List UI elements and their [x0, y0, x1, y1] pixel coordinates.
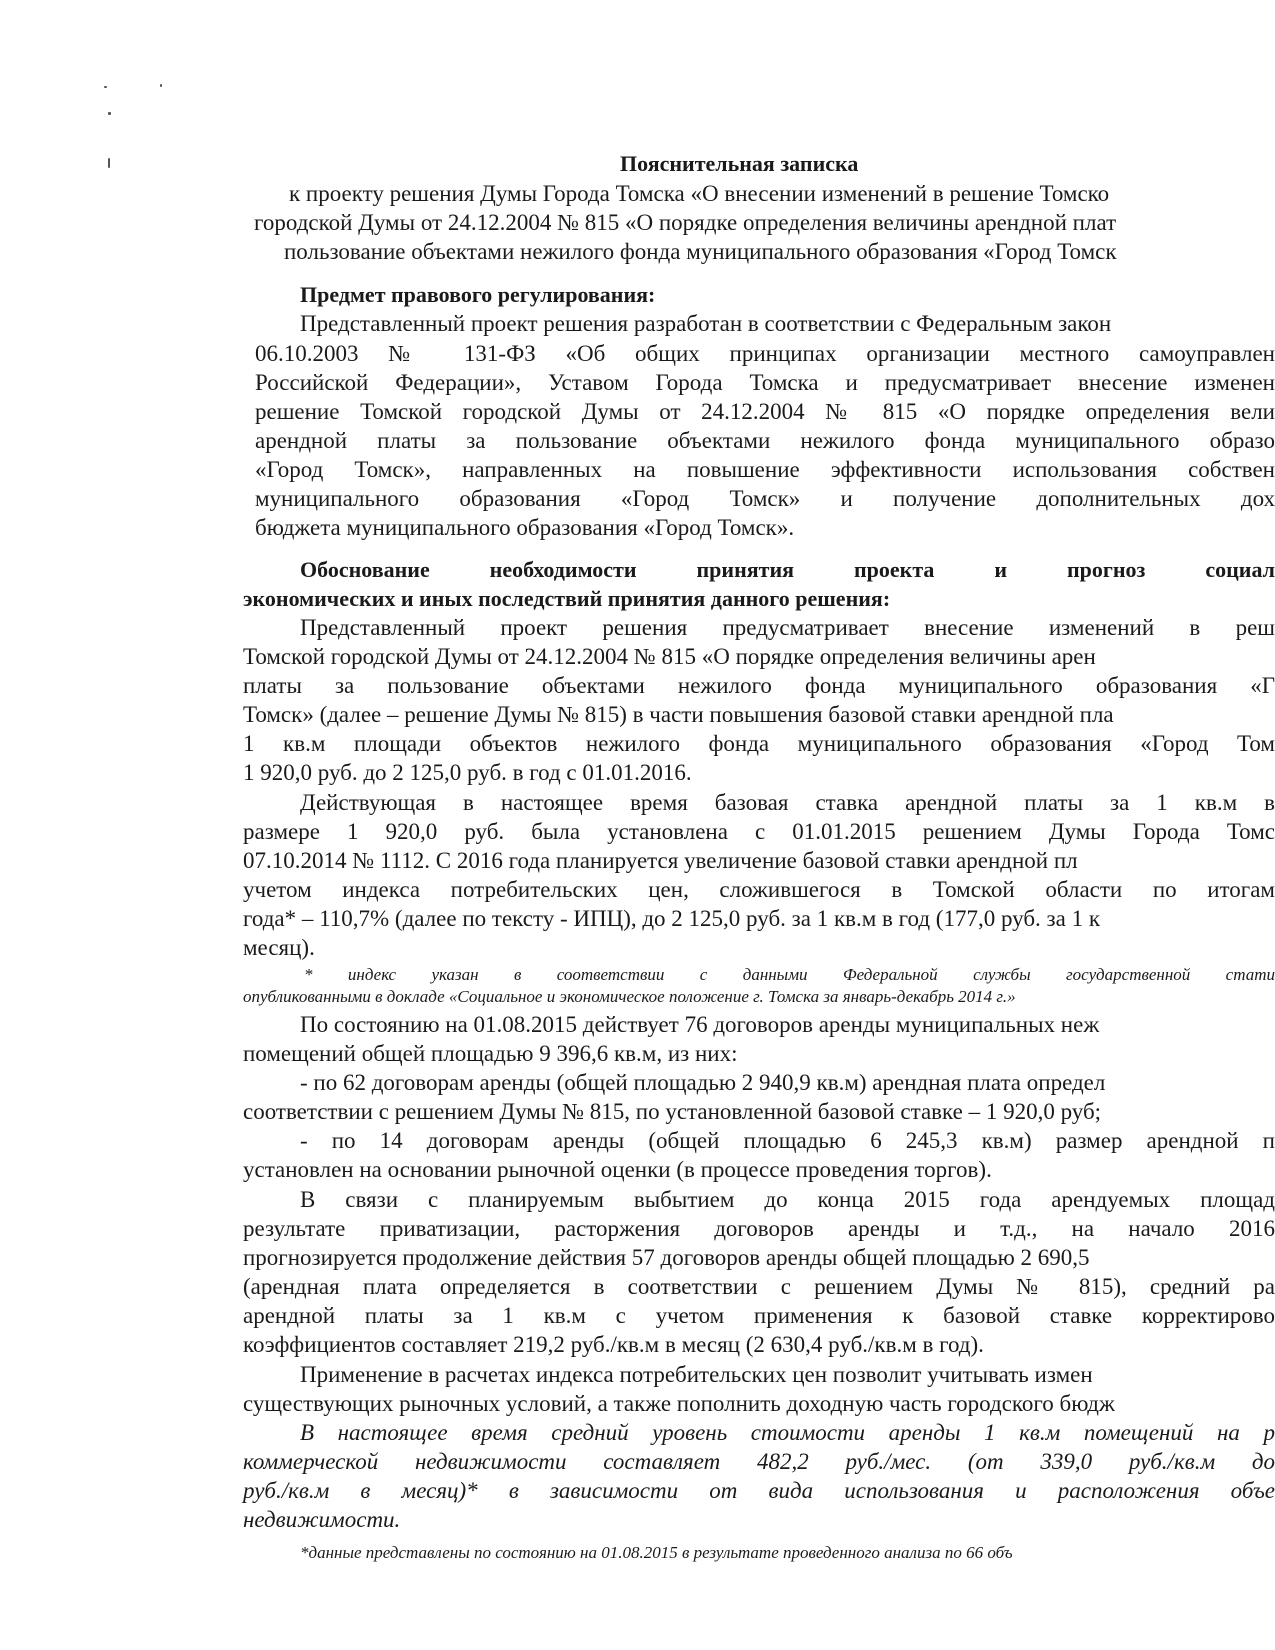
- paragraph-line: В настоящее время средний уровень стоимости аренды 1 кв.м помещений на р: [300, 1420, 1275, 1445]
- paragraph-line: руб./кв.м в месяц)* в зависимости от вида использования и расположения объе: [243, 1478, 1275, 1503]
- document-title: Пояснительная записка: [620, 151, 859, 176]
- scan-mark: [108, 158, 110, 168]
- paragraph-line: Представленный проект решения предусматривает внесение изменений в реш: [300, 615, 1275, 640]
- document-subtitle-line: пользование объектами нежилого фонда муниципального образования «Город Томск: [284, 239, 1117, 264]
- scan-mark: [160, 84, 162, 87]
- paragraph-line: платы за пользование объектами нежилого фонда муниципального образования «Г: [243, 673, 1275, 698]
- paragraph-line: муниципального образования «Город Томск» и получение дополнительных дох: [255, 486, 1275, 511]
- paragraph-line: Действующая в настоящее время базовая ставка арендной платы за 1 кв.м в: [300, 790, 1275, 815]
- paragraph-line: (арендная плата определяется в соответствии с решением Думы № 815), средний ра: [243, 1274, 1275, 1299]
- paragraph-line: коммерческой недвижимости составляет 482,2 руб./мес. (от 339,0 руб./кв.м до: [243, 1449, 1275, 1474]
- paragraph-line: существующих рыночных условий, а также пополнить доходную часть городского бюдж: [243, 1391, 1115, 1416]
- section-heading: экономических и иных последствий принятия данного решения:: [243, 586, 891, 611]
- document-subtitle-line: к проекту решения Думы Города Томска «О внесении изменений в решение Томско: [289, 181, 1110, 206]
- paragraph-line: помещений общей площадью 9 396,6 кв.м, из них:: [243, 1041, 738, 1066]
- paragraph-line: бюджета муниципального образования «Город Томск».: [255, 515, 795, 540]
- paragraph-line: Российской Федерации», Уставом Города Томска и предусматривает внесение изменен: [255, 370, 1275, 395]
- paragraph-line: Представленный проект решения разработан в соответствии с Федеральным закон: [300, 311, 1112, 336]
- paragraph-line: - по 62 договорам аренды (общей площадью 2 940,9 кв.м) арендная плата определ: [300, 1070, 1106, 1095]
- paragraph-line: месяц).: [243, 935, 315, 960]
- paragraph-line: Применение в расчетах индекса потребительских цен позволит учитывать измен: [300, 1362, 1093, 1387]
- paragraph-line: коэффициентов составляет 219,2 руб./кв.м в месяц (2 630,4 руб./кв.м в год).: [243, 1332, 984, 1357]
- scan-mark: [104, 86, 107, 88]
- paragraph-line: прогнозируется продолжение действия 57 договоров аренды общей площадью 2 690,5: [243, 1245, 1090, 1270]
- paragraph-line: недвижимости.: [243, 1507, 401, 1532]
- paragraph-line: «Город Томск», направленных на повышение эффективности использования собствен: [255, 457, 1275, 482]
- paragraph-line: 1 кв.м площади объектов нежилого фонда муниципального образования «Город Том: [243, 731, 1275, 756]
- paragraph-line: - по 14 договорам аренды (общей площадью 6 245,3 кв.м) размер арендной п: [300, 1128, 1275, 1153]
- paragraph-line: учетом индекса потребительских цен, сложившегося в Томской области по итогам: [243, 877, 1275, 902]
- paragraph-line: Томской городской Думы от 24.12.2004 № 815 «О порядке определения величины арен: [243, 644, 1096, 669]
- section-heading: Обоснование необходимости принятия проекта и прогноз социал: [300, 557, 1275, 582]
- paragraph-line: По состоянию на 01.08.2015 действует 76 договоров аренды муниципальных неж: [300, 1012, 1100, 1037]
- paragraph-line: 06.10.2003 № 131-ФЗ «Об общих принципах организации местного самоуправлен: [255, 341, 1275, 366]
- footnote-line: опубликованными в докладе «Социальное и экономическое положение г. Томска за январь-декабрь 2014 г.»: [243, 987, 1016, 1006]
- paragraph-line: размере 1 920,0 руб. была установлена с 01.01.2015 решением Думы Города Томс: [243, 819, 1275, 844]
- paragraph-line: года* – 110,7% (далее по тексту - ИПЦ), до 2 125,0 руб. за 1 кв.м в год (177,0 руб. за 1 к: [243, 906, 1101, 931]
- paragraph-line: 07.10.2014 № 1112. С 2016 года планируется увеличение базовой ставки арендной пл: [243, 848, 1078, 873]
- section-heading: Предмет правового регулирования:: [300, 282, 656, 307]
- document-subtitle-line: городской Думы от 24.12.2004 № 815 «О порядке определения величины арендной плат: [254, 210, 1117, 235]
- paragraph-line: арендной платы за 1 кв.м с учетом применения к базовой ставке корректирово: [243, 1303, 1275, 1328]
- paragraph-line: решение Томской городской Думы от 24.12.2004 № 815 «О порядке определения вели: [255, 399, 1275, 424]
- paragraph-line: результате приватизации, расторжения договоров аренды и т.д., на начало 2016: [243, 1216, 1275, 1241]
- paragraph-line: соответствии с решением Думы № 815, по установленной базовой ставке – 1 920,0 руб;: [243, 1099, 1102, 1124]
- footnote-line: *данные представлены по состоянию на 01.08.2015 в результате проведенного анализа по 66 объ: [300, 1543, 1013, 1562]
- paragraph-line: Томск» (далее – решение Думы № 815) в части повышения базовой ставки арендной пла: [243, 702, 1114, 727]
- scan-mark: [108, 112, 111, 115]
- paragraph-line: 1 920,0 руб. до 2 125,0 руб. в год с 01.01.2016.: [243, 760, 692, 785]
- paragraph-line: арендной платы за пользование объектами нежилого фонда муниципального образо: [255, 428, 1275, 453]
- paragraph-line: В связи с планируемым выбытием до конца 2015 года арендуемых площад: [300, 1187, 1275, 1212]
- footnote-line: * индекс указан в соответствии с данными Федеральной службы государственной стати: [304, 965, 1275, 984]
- paragraph-line: установлен на основании рыночной оценки (в процессе проведения торгов).: [243, 1157, 992, 1182]
